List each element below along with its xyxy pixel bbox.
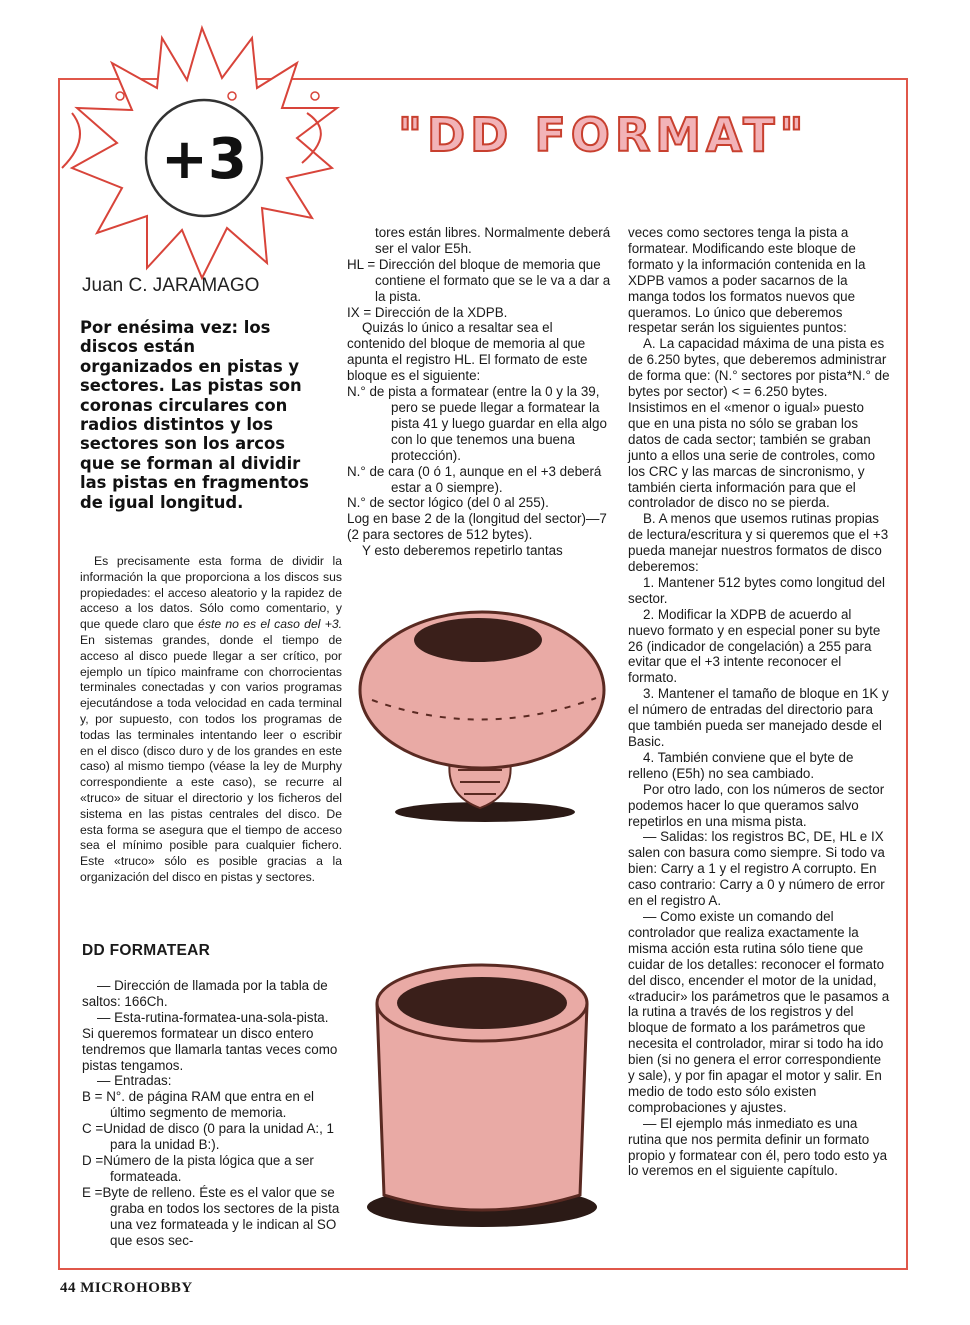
disk-shaped-object-illustration (350, 590, 610, 825)
col3-p3: — Como existe un comando del controlador que realiza exactamente la misma acción esta rutina sólo tiene que cuidar de los detalles: reconocer el formato del disco, encender el motor de la unidad, «traducir» los parámetros que le pasamos a la rutina a través de los registros y del bloque de formato a los parámetros que necesita el controlador, mirar si todo ha ido bien (si no genera el error correspondiente y sale), y por fin apagar el motor y salir. En medio de todo esto sólo existen comprobaciones y ajustes. (628, 908, 890, 1115)
column-3 (628, 225, 890, 1179)
cylinder-object-illustration (352, 945, 612, 1230)
col2-n1: N.° de pista a formatear (entre la 0 y la 39, pero se puede llegar a formatear la pista 41 y luego guardar en ella algo con lo que tenemos una buena protección). (347, 384, 607, 463)
col2-p3: Y esto deberemos repetirlo tantas (362, 543, 563, 559)
badge-label: +3 (161, 127, 247, 192)
intro-italic: éste no es el caso del +3. (198, 617, 342, 632)
col3-p0: veces como sectores tenga la pista a formatear. Modificando este bloque de formato y la información contenida en la XDPB vamos a poder sacarnos de la manga todos los formatos nuevos que queramos. Lo único que deberemos respetar serán los siguientes puntos: (628, 225, 866, 336)
col1-d: D =Número de la pista lógica que a ser formateada. (82, 1152, 314, 1184)
col3-r1: 1. Mantener 512 bytes como longitud del sector. (628, 574, 885, 606)
col1-p2: — Esta-rutina-formatea-una-sola-pista. Si queremos formatear un disco entero tendremos que llamarla tantas veces como pistas tengamos. (82, 1009, 338, 1073)
col1-e: E =Byte de relleno. Éste es el valor que se graba en todos los sectores de la pista una vez formateada y le indican al SO que esos sec- (82, 1184, 340, 1248)
col1-b: B = N°. de página RAM que entra en el último segmento de memoria. (82, 1089, 315, 1121)
column-1 (82, 978, 344, 1248)
lead-paragraph: Por enésima vez: los discos están organizados en pistas y sectores. Las pistas son coronas circulares con radios distintos y los sectores son los arcos que se forman al dividir las pistas en fragmentos de igual longitud. (80, 318, 309, 512)
col3-b: B. A menos que usemos rutinas propias de lectura/escritura y si queremos que el +3 pueda manejar nuestros formatos de disco deberemos: (628, 511, 889, 575)
intro-text (80, 554, 342, 886)
col2-hl: HL = Dirección del bloque de memoria que contiene el formato que se le va a dar a la pista. (347, 256, 611, 304)
col1-p1: — Dirección de llamada por la tabla de saltos: 166Ch. (82, 978, 328, 1009)
col2-p1: Quizás lo único a resaltar sea el contenido del bloque de memoria al que apunta el registro HL. El formato de este bloque es el siguiente: (347, 320, 588, 384)
col3-a: A. La capacidad máxima de una pista es de 6.250 bytes, que deberemos administrar de forma que: (N.° sectores por pista*N.° de bytes por sector) < = 6.250 bytes. Insistimos en el «menor o igual» puesto que en una pista no sólo se graban los datos de cada sector; también se graban junto a ellos una serie de controles, como los CRC y las marcas de sincronismo, y también cierta información para que el controlador de disco no se pierda. (628, 336, 890, 511)
intro-p1-rest: En sistemas grandes, donde el tiempo de acceso al disco puede llegar a ser crítico, por ejemplo un típico mainframe con chorrocientas terminales conectadas y con varios programas ejecutándose a toda velocidad en cada terminal y, por supuesto, con todos los programas de todas las terminales intentando leer o escribir en el disco (disco duro y de los grandes en este caso) al mismo tiempo (véase la ley de Murphy correspondiente a este caso), se recurre al «truco» de situar el directorio y los ficheros del sistema en las pistas centrales del disco. De esta forma se asegura que el tiempo de acceso sea el mínimo posible para cualquier fichero. Este «truco» sólo es posible gracias a la organización del disco en pistas y sectores. (80, 632, 342, 884)
col3-r2: 2. Modificar la XDPB de acuerdo al nuevo formato y en especial poner su byte 26 (indicador de congelación) a 255 para evitar que el +3 intente reconocer el formato. (628, 606, 881, 686)
col2-p0: tores están libres. Normalmente deberá ser el valor E5h. (375, 225, 611, 256)
col3-p4: — El ejemplo más inmediato es una rutina que nos permita definir un formato propio y formatear con él, pero todo esto ya lo veremos en el siguiente capítulo. (628, 1115, 888, 1179)
col3-r4: 4. También conviene que el byte de relleno (E5h) no sea cambiado. (628, 749, 854, 781)
col3-r3: 3. Mantener el tamaño de bloque en 1K y el número de entradas del directorio para que también pueda ser manejado desde el Basic. (628, 686, 889, 749)
col2-n2: N.° de cara (0 ó 1, aunque en el +3 deberá estar a 0 siempre). (347, 463, 602, 495)
col3-p2: — Salidas: los registros BC, DE, HL e IX salen con basura como siempre. Si todo va bien: Carry a 1 y el registro A corrupto. En caso contrario: Carry a 0 y número de error en el registro A. (628, 829, 885, 909)
column-2 (347, 225, 611, 559)
col2-n3: N.° de sector lógico (del 0 al 255). (347, 495, 549, 511)
col2-p2: Log en base 2 de la (longitud del sector)—7 (2 para sectores de 512 bytes). (347, 511, 607, 543)
intro-p1: Es precisamente esta forma de dividir la información la que proporciona a los discos sus propiedades: el acceso aleatorio y la rapidez de acceso a los datos. Sólo como comentario, y que quede claro que (80, 554, 342, 632)
section-heading: DD FORMATEAR (82, 942, 211, 959)
author: Juan C. JARAMAGO (82, 275, 260, 296)
col1-p3: — Entradas: (97, 1073, 172, 1089)
plus3-starburst-logo (52, 18, 352, 298)
page-footer: 44 MICROHOBBY (60, 1280, 193, 1296)
col2-ix: IX = Dirección de la XDPB. (347, 304, 508, 320)
article-title: "DD FORMAT" (398, 108, 809, 162)
col3-p1: Por otro lado, con los números de sector podemos hacer lo que queramos salvo repetirlos en una misma pista. (628, 781, 885, 829)
col1-c: C =Unidad de disco (0 para la unidad A:, 1 para la unidad B:). (82, 1121, 334, 1153)
